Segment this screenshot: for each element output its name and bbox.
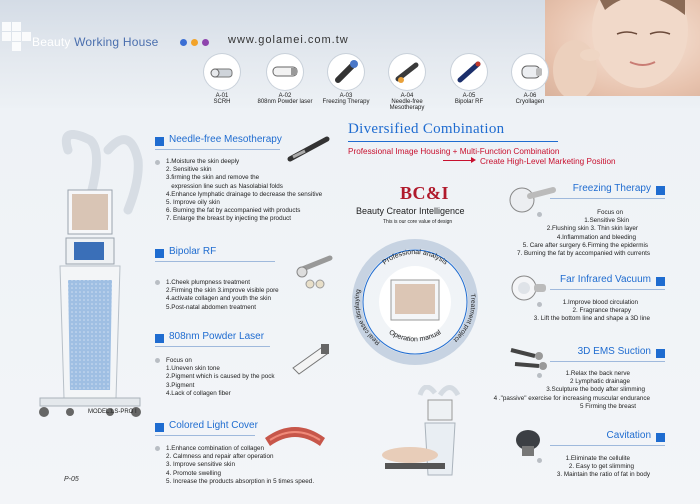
section-bullet-icon <box>656 433 665 442</box>
handpiece-a03 <box>314 54 378 105</box>
scrh-handpiece-icon <box>204 54 240 90</box>
list-item: Focus on <box>166 357 192 364</box>
machine-image <box>30 130 160 420</box>
list-item: 1.Relax the back nerve <box>565 370 630 377</box>
section-title: Freezing Therapy <box>572 183 651 194</box>
mesotherapy-items <box>166 158 322 224</box>
section-cavitation <box>540 430 665 446</box>
list-item: 6. Burning the fat by accompanied with products <box>166 207 301 215</box>
section-title: Needle-free Mesotherapy <box>169 134 282 145</box>
ring-bottom-label: Operation manual <box>387 329 443 344</box>
handpiece-code: A-04 <box>400 93 414 99</box>
laser-handpiece-icon <box>267 54 303 90</box>
section-bullet-icon <box>155 423 164 432</box>
section-bullet-icon <box>656 349 665 358</box>
website-url[interactable]: www.golamei.com.tw <box>228 34 349 46</box>
marketing-subtitle: Create High-Level Marketing Position <box>480 157 616 166</box>
section-3d-ems-suction <box>540 346 665 362</box>
section-far-infrared-vacuum <box>540 274 665 290</box>
model-label: MODEL:LS-PRO I <box>88 409 137 415</box>
handpiece-code: A-02 <box>278 93 292 99</box>
list-item: 1.Eliminate the cellulite <box>565 455 630 462</box>
section-rule <box>155 261 275 262</box>
arrow-line <box>443 160 473 161</box>
brand-dot-purple <box>202 39 209 46</box>
section-rule <box>550 198 665 199</box>
list-item: 4.Enhance lymphatic drainage to decrease the sensitive <box>166 190 323 198</box>
handpiece-label: Needle-free Mesotherapy <box>389 99 425 111</box>
list-item: 1.Moisture the skin deeply <box>166 158 240 165</box>
vacuum-items <box>470 299 650 324</box>
list-item: 5.Post-natal abdomen treatment <box>166 303 256 311</box>
ring-right-label: Treatment project <box>452 293 477 344</box>
list-item: 4.Inflammation and bleeding <box>556 233 636 241</box>
list-item: 3. Lift the bottom line and shape a 3D line <box>533 315 650 323</box>
cavitation-items <box>470 455 650 480</box>
list-item: 3. Improve sensitive skin <box>166 461 235 469</box>
bci-full-name: Beauty Creator Intelligence <box>356 206 465 216</box>
header-band <box>0 0 700 111</box>
section-bullet-icon <box>155 334 164 343</box>
brand-dot-blue <box>180 39 187 46</box>
handpiece-code: A-01 <box>215 93 229 99</box>
laser-items <box>166 357 275 398</box>
ems-items <box>460 370 650 411</box>
list-item: expression line such as Nasolabial folds <box>166 182 283 190</box>
list-item: 3.Sculpture the body after slimming <box>546 386 645 394</box>
ring-left-label: Real case displaying <box>353 288 382 347</box>
section-title: 808nm Powder Laser <box>169 331 265 342</box>
value-ring-diagram <box>345 232 485 372</box>
list-item: 3.firming the skin and remove the <box>166 174 260 182</box>
list-item: 4 ."passive" exercise for increasing muscular endurance <box>493 394 650 402</box>
list-item: 5. Improve oily skin <box>166 199 220 207</box>
list-item: 5 Firming the breast <box>580 402 636 410</box>
handpiece-a06 <box>498 54 562 105</box>
freezing-handpiece-icon <box>328 54 364 90</box>
cryo-handpiece-icon <box>512 54 548 90</box>
freezing-items <box>470 209 650 258</box>
bullet-dot <box>155 280 160 285</box>
bullet-dot <box>155 160 160 165</box>
bullet-dot <box>155 358 160 363</box>
list-item: 5. Increase the products absorption in 5 times speed. <box>166 477 315 485</box>
bipolar-rf-items <box>166 279 279 312</box>
list-item: 1.Cheek plumpness treatment <box>166 279 251 286</box>
list-item: 1.Enhance combination of collagen <box>166 445 265 452</box>
section-rule <box>155 435 255 436</box>
handpiece-label: Cryollagen <box>515 99 545 105</box>
section-title: Far Infrared Vacuum <box>560 274 651 285</box>
arrow-right-icon <box>471 157 476 163</box>
brand-beauty: Beauty <box>32 35 71 49</box>
list-item: 1.Uneven skin tone <box>166 365 220 373</box>
section-bullet-icon <box>155 249 164 258</box>
list-item: 2 Lymphatic drainage <box>570 378 630 386</box>
list-item: 2. Sensitive skin <box>166 166 212 174</box>
section-title: Cavitation <box>606 430 651 441</box>
handpiece-a04 <box>375 54 439 111</box>
list-item: 2.Firming the skin 3.improve visible pore <box>166 287 279 295</box>
handpiece-code: A-06 <box>523 93 537 99</box>
light-cover-items <box>166 445 314 486</box>
list-item: 2. Easy to get slimming <box>568 463 634 471</box>
list-item: 3. Maintain the ratio of fat in body <box>556 471 650 479</box>
section-rule <box>155 346 270 347</box>
section-bullet-icon <box>656 277 665 286</box>
handpiece-label: 808nm Powder laser <box>257 99 313 105</box>
brand-dot-orange <box>191 39 198 46</box>
list-item: 7. Enlarge the breast by injecting the product <box>166 215 291 223</box>
handpiece-a02 <box>253 54 317 105</box>
face-photo <box>545 0 700 96</box>
handpiece-code: A-05 <box>462 93 476 99</box>
list-item: 2.Pigment which is caused by the pock <box>166 373 275 381</box>
list-item: 7. Burning the fat by accompanied with currents <box>516 250 650 258</box>
section-bipolar-rf <box>155 246 305 262</box>
handpiece-a01 <box>190 54 254 105</box>
list-item: 4.activate collagen and youth the skin <box>166 295 272 303</box>
bipolar-rf-device-icon <box>290 250 340 290</box>
list-item: 2. Calmness and repair after operation <box>166 453 274 461</box>
meso-handpiece-icon <box>389 54 425 90</box>
list-item: 3.Pigment <box>166 381 195 389</box>
brand-working-house: Working House <box>74 35 159 49</box>
list-item: Focus on <box>597 209 623 216</box>
list-item: 4.Lack of collagen fiber <box>166 389 231 397</box>
bci-logo: BC&I <box>400 183 450 203</box>
title-rule <box>348 141 558 142</box>
section-bullet-icon <box>656 186 665 195</box>
section-freezing-therapy <box>540 183 665 199</box>
section-title: 3D EMS Suction <box>577 346 651 357</box>
bci-tagline: This is our core value of design <box>383 219 453 225</box>
section-rule <box>550 445 665 446</box>
section-808nm-powder-laser <box>155 331 305 347</box>
handpiece-code: A-03 <box>339 93 353 99</box>
list-item: 1.Improve blood circulation <box>562 299 638 306</box>
handpiece-label: Freezing Therapy <box>322 99 370 105</box>
list-item: 2.Flushing skin 3. Thin skin layer <box>546 225 638 233</box>
handpiece-label: SCRH <box>213 99 231 105</box>
ring-top-label: Professional analysis <box>381 248 449 267</box>
section-rule <box>550 361 665 362</box>
handpiece-a05 <box>437 54 501 105</box>
section-bullet-icon <box>155 137 164 146</box>
section-rule <box>550 289 665 290</box>
brand-name <box>32 35 159 49</box>
combination-subtitle: Professional Image Housing + Multi-Function Combination <box>348 147 560 156</box>
page-number: P-05 <box>64 476 79 483</box>
diversified-title: Diversified Combination <box>348 121 505 137</box>
bullet-dot <box>155 446 160 451</box>
rf-handpiece-icon <box>451 54 487 90</box>
list-item: 4. Promote swelling <box>166 469 221 477</box>
list-item: 2. Fragrance therapy <box>572 307 631 315</box>
laser-device-icon <box>285 338 335 378</box>
section-title: Colored Light Cover <box>169 420 258 431</box>
list-item: 1.Sensitive Skin <box>584 217 629 225</box>
section-rule <box>155 149 280 150</box>
section-title: Bipolar RF <box>169 246 217 257</box>
handpiece-label: Bipolar RF <box>454 99 484 105</box>
list-item: 5. Care after surgery 6.Firming the epidermis <box>522 241 648 249</box>
